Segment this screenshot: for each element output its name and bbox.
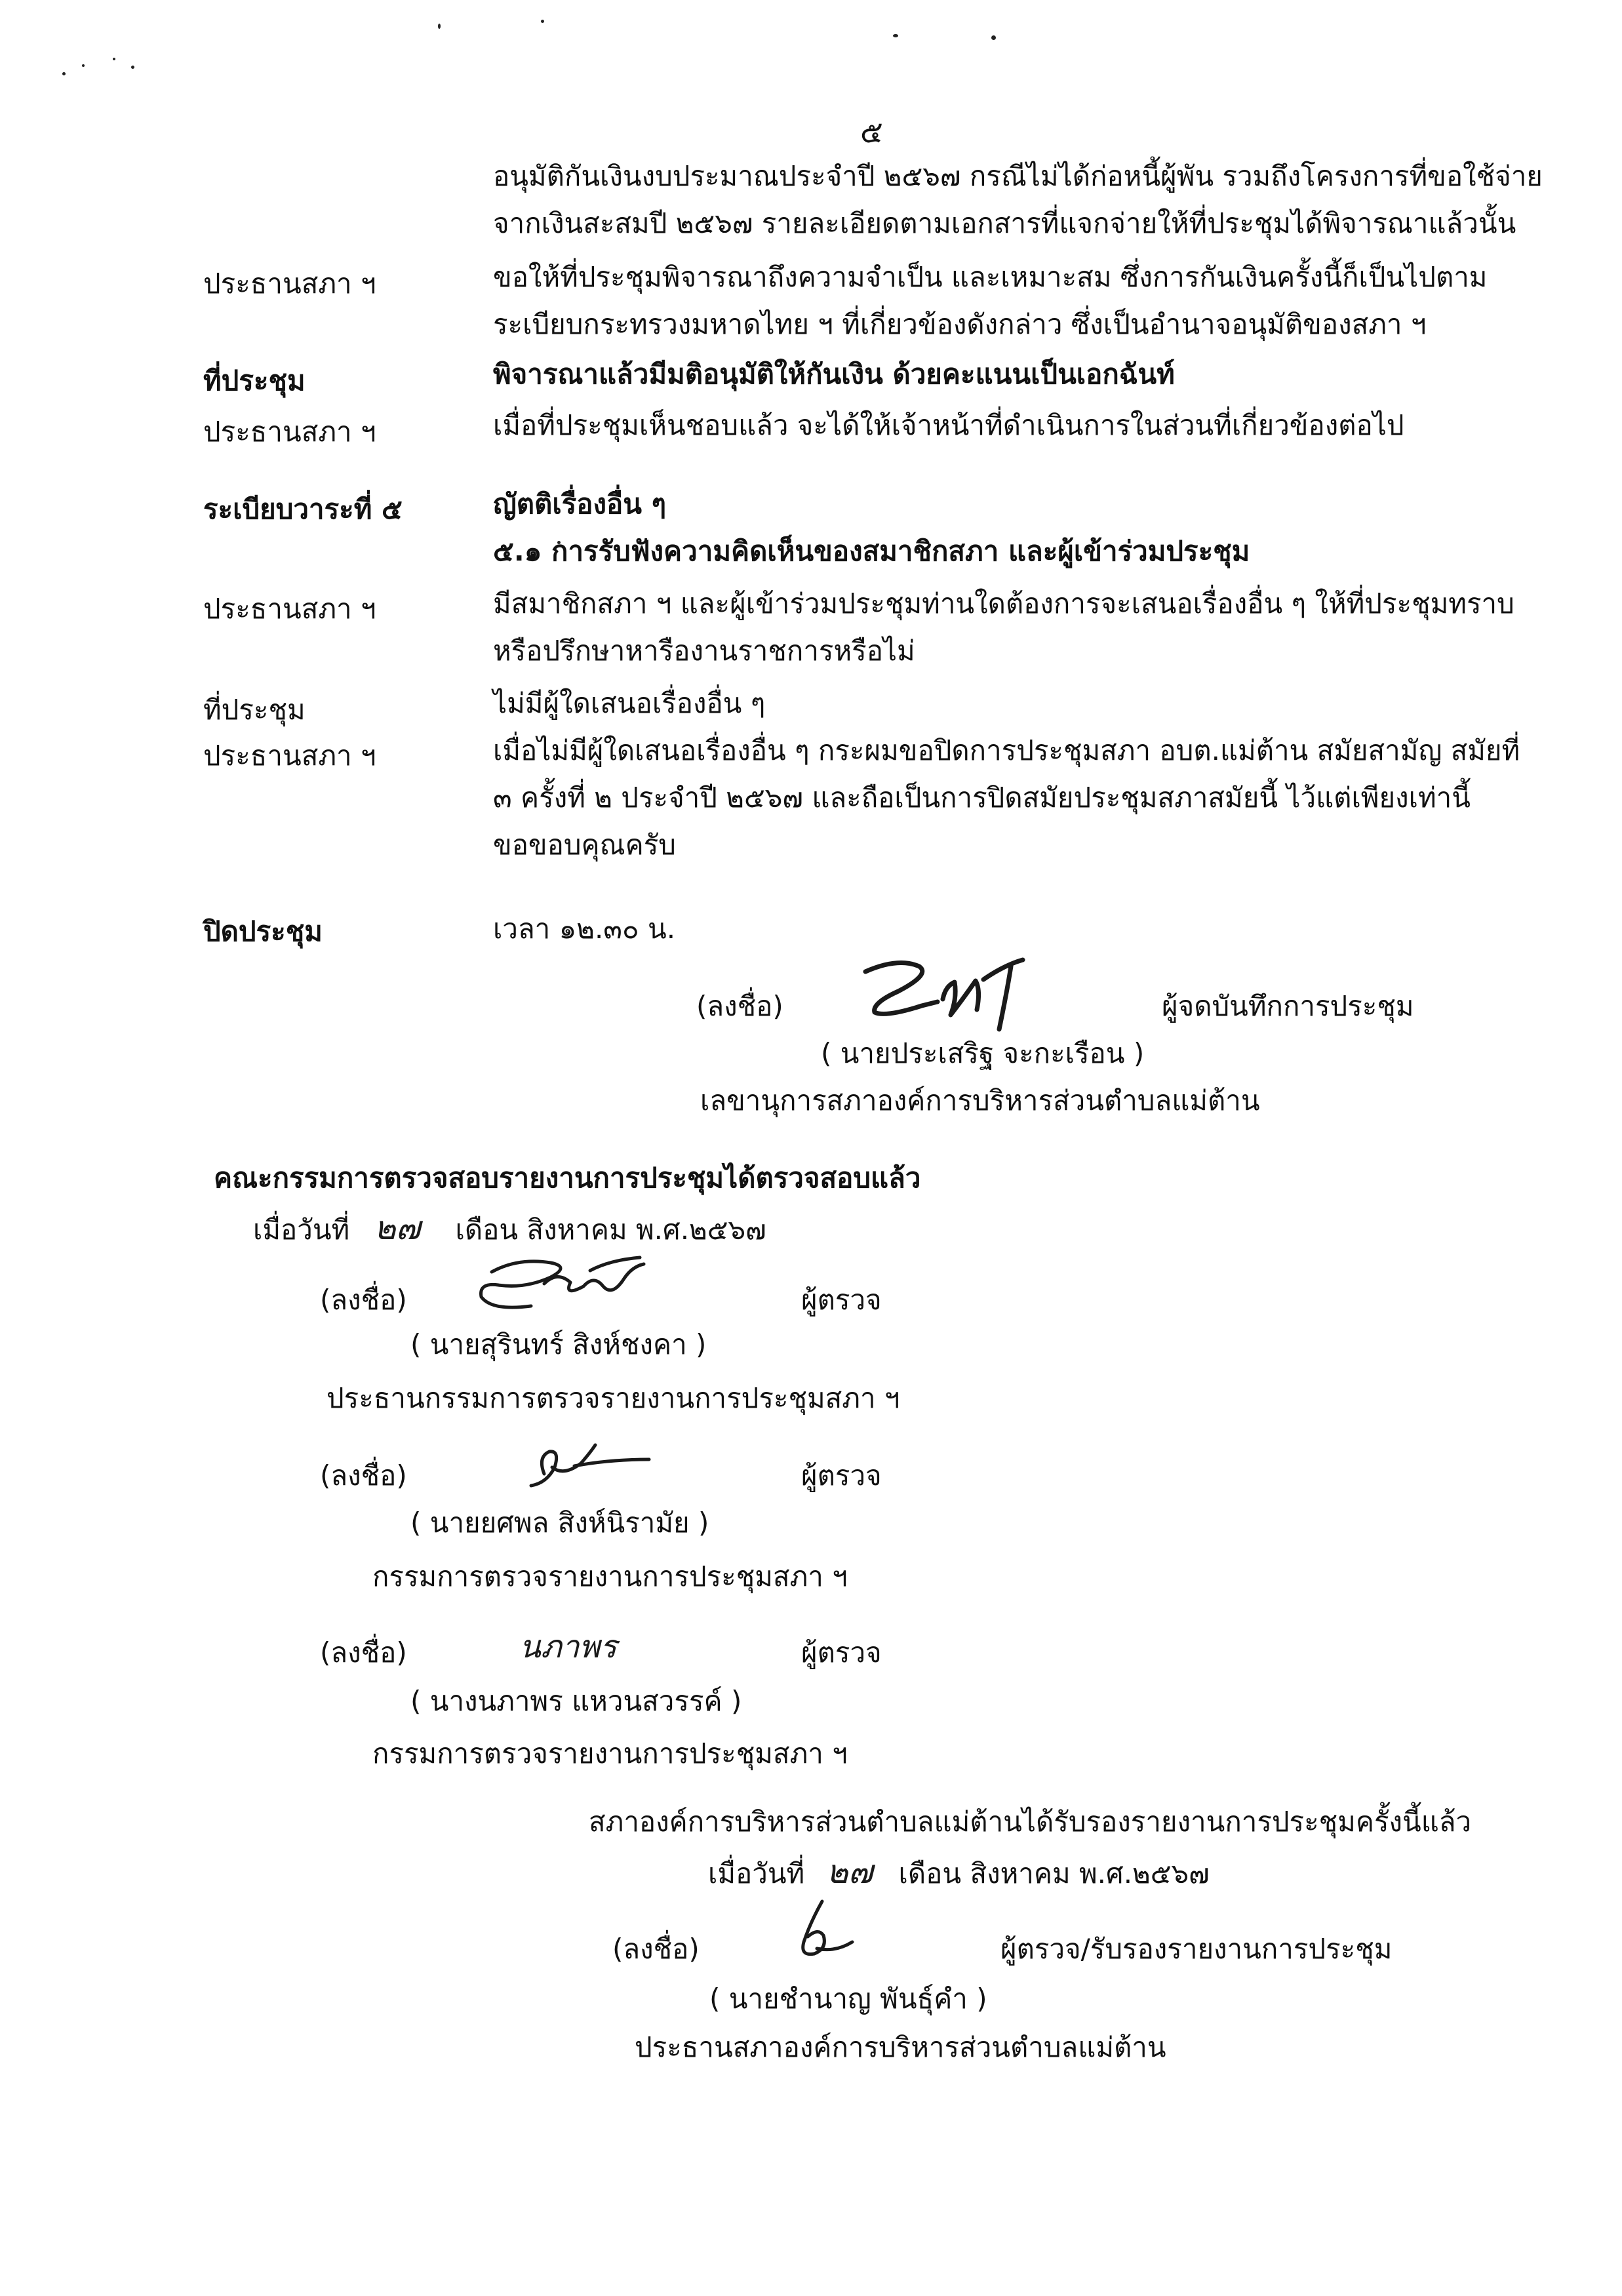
chairman-statement-line-1: มีสมาชิกสภา ฯ และผู้เข้าร่วมประชุมท่านใดต้องการจะเสนอเรื่องอื่น ๆ ให้ที่ประชุมทราบ: [493, 587, 1514, 620]
committee-date-day: ๒๗: [374, 1209, 421, 1247]
meeting-closed-label: ปิดประชุม: [203, 915, 323, 947]
speaker-chairman: ประธานสภา ฯ: [203, 593, 376, 625]
member-2-sign-label: (ลงชื่อ): [320, 1459, 407, 1492]
chairman-statement-line-2: หรือปรึกษาหารืองานราชการหรือไม่: [493, 635, 915, 667]
intro-line-1: [493, 160, 1543, 192]
agenda-subitem-title: ๕.๑ การรับฟังความคิดเห็นของสมาชิกสภา และผู้เข้าร่วมประชุม: [493, 535, 1250, 567]
speaker-chairman: ประธานสภา ฯ: [203, 740, 376, 772]
recorder-position: เลขานุการสภาองค์การบริหารส่วนตำบลแม่ต้าน: [700, 1084, 1260, 1117]
certification-date-rest: เดือน สิงหาคม พ.ศ.๒๕๖๗: [898, 1857, 1210, 1890]
member-1-position: ประธานกรรมการตรวจรายงานการประชุมสภา ฯ: [326, 1382, 900, 1414]
member-3-sign-label: (ลงชื่อ): [320, 1636, 407, 1669]
meeting-statement: ไม่มีผู้ใดเสนอเรื่องอื่น ๆ: [493, 687, 766, 719]
speaker-chairman: ประธานสภา ฯ: [203, 416, 376, 448]
scan-speck: [541, 20, 544, 23]
chairman-closing-line-2: ๓ ครั้งที่ ๒ ประจำปี ๒๕๖๗ และถือเป็นการปิดสมัยประชุมสภาสมัยนี้ ไว้แต่เพียงเท่านี้: [493, 782, 1471, 814]
chairman-closing-line-3: ขอขอบคุณครับ: [493, 829, 676, 861]
recorder-signature: [859, 952, 1029, 1037]
recorder-name: ( นายประเสริฐ จะกะเรือน ): [821, 1037, 1145, 1069]
certification-sign-label: (ลงชื่อ): [612, 1933, 700, 1965]
scan-speck: [991, 35, 996, 40]
scan-speck: [893, 34, 898, 37]
scan-speck: [62, 72, 66, 75]
chairman-statement-line-1: ขอให้ที่ประชุมพิจารณาถึงความจำเป็น และเหมาะสม ซึ่งการกันเงินครั้งนี้ก็เป็นไปตาม: [493, 261, 1488, 293]
member-2-name: ( นายยศพล สิงห์นิรามัย ): [410, 1507, 709, 1539]
member-3-position: กรรมการตรวจรายงานการประชุมสภา ฯ: [372, 1737, 848, 1770]
recorder-sign-label: (ลงชื่อ): [696, 990, 783, 1022]
certification-name: ( นายชำนาญ พันธุ์คำ ): [709, 1983, 987, 2015]
speaker-meeting: ที่ประชุม: [203, 365, 306, 397]
certification-date: [708, 1853, 1210, 1891]
member-1-sign-label: (ลงชื่อ): [320, 1284, 407, 1316]
member-3-role: ผู้ตรวจ: [801, 1636, 882, 1669]
scan-speck: [131, 66, 134, 69]
speaker-chairman: ประธานสภา ฯ: [203, 267, 376, 300]
committee-date-rest: เดือน สิงหาคม พ.ศ.๒๕๖๗: [455, 1214, 766, 1246]
scan-speck: [438, 24, 441, 29]
agenda-item-label: ระเบียบวาระที่ ๕: [203, 493, 403, 525]
committee-date-prefix: เมื่อวันที่: [253, 1214, 350, 1246]
certification-statement: สภาองค์การบริหารส่วนตำบลแม่ต้านได้รับรองรายงานการประชุมครั้งนี้แล้ว: [589, 1806, 1472, 1838]
meeting-closed-time: เวลา ๑๒.๓๐ น.: [493, 913, 676, 945]
intro-line-1-text: อนุมัติกันเงินงบประมาณประจำปี ๒๕๖๗ กรณีไม่ได้ก่อหนี้ผู้พัน รวมถึงโครงการที่ขอใช้จ่าย: [493, 160, 1543, 192]
certification-date-day: ๒๗: [826, 1853, 873, 1891]
committee-date: [253, 1209, 766, 1247]
chairman-statement-line-2: ระเบียบกระทรวงมหาดไทย ฯ ที่เกี่ยวข้องดังกล่าว ซึ่งเป็นอำนาจอนุมัติของสภา ฯ: [493, 308, 1427, 340]
member-2-signature: [518, 1437, 662, 1496]
recorder-role: ผู้จดบันทึกการประชุม: [1162, 990, 1414, 1022]
scan-speck: [82, 64, 85, 67]
page-number: ๕: [860, 114, 883, 149]
member-1-name: ( นายสุรินทร์ สิงห์ชงคา ): [410, 1328, 707, 1360]
member-1-signature: [472, 1251, 656, 1323]
certification-position: ประธานสภาองค์การบริหารส่วนตำบลแม่ต้าน: [635, 2031, 1166, 2063]
member-2-role: ผู้ตรวจ: [801, 1459, 882, 1492]
agenda-item-title: ญัตติเรื่องอื่น ๆ: [493, 488, 667, 520]
meeting-resolution: พิจารณาแล้วมีมติอนุมัติให้กันเงิน ด้วยคะแนนเป็นเอกฉันท์: [493, 358, 1175, 390]
intro-line-2: จากเงินสะสมปี ๒๕๖๗ รายละเอียดตามเอกสารที่แจกจ่ายให้ที่ประชุมได้พิจารณาแล้วนั้น: [493, 207, 1516, 239]
member-2-position: กรรมการตรวจรายงานการประชุมสภา ฯ: [372, 1560, 848, 1593]
speaker-meeting: ที่ประชุม: [203, 694, 306, 726]
chairman-statement: เมื่อที่ประชุมเห็นชอบแล้ว จะได้ให้เจ้าหน้าที่ดำเนินการในส่วนที่เกี่ยวข้องต่อไป: [493, 409, 1404, 441]
certification-signature: [784, 1896, 863, 1968]
scan-speck: [113, 58, 115, 60]
member-3-signature: นภาพร: [519, 1629, 617, 1665]
member-1-role: ผู้ตรวจ: [801, 1284, 882, 1316]
certification-role: ผู้ตรวจ/รับรองรายงานการประชุม: [1000, 1933, 1393, 1965]
chairman-closing-line-1: เมื่อไม่มีผู้ใดเสนอเรื่องอื่น ๆ กระผมขอปิดการประชุมสภา อบต.แม่ต้าน สมัยสามัญ สมัยที่: [493, 734, 1520, 766]
member-3-name: ( นางนภาพร แหวนสวรรค์ ): [410, 1685, 742, 1717]
committee-heading: คณะกรรมการตรวจสอบรายงานการประชุมได้ตรวจสอบแล้ว: [214, 1162, 921, 1194]
certification-date-prefix: เมื่อวันที่: [708, 1857, 805, 1890]
